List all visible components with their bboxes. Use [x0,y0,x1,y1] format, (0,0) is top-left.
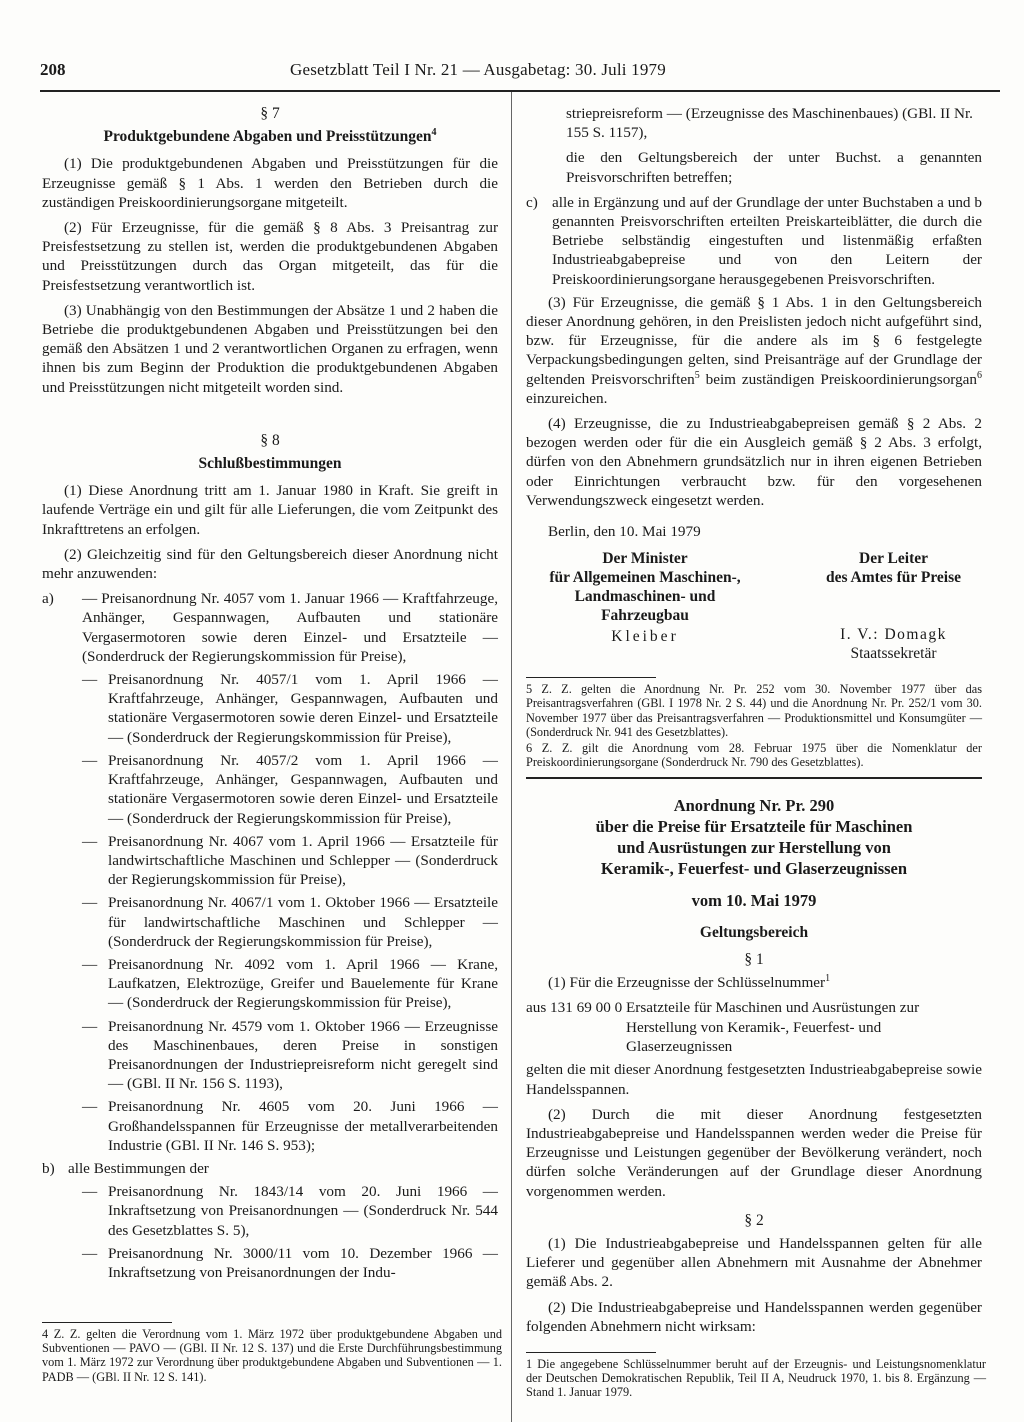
running-title: Gesetzblatt Teil I Nr. 21 — Ausgabetag: 30. Juli 1979 [290,60,666,79]
list-item-text: Preisanordnung Nr. 4605 vom 20. Juni 1966 — Großhandelsspannen für Erzeugnisse der metallverarbeitenden Industrie (GBl. II Nr. 146 S. 953); [108,1098,498,1154]
list-item: — Preisanordnung Nr. 4057/1 vom 1. April 1966 — Kraftfahrzeuge, Anhänger, Gespannwagen, Aufbauten und stationäre Vergasermotoren sowie deren Einzel- und Ersatzteile — (Sonderdruck der Regierungskommission für Preise), [42,670,498,747]
section-7-title [42,127,498,146]
header-rule [40,90,1000,92]
list-item: — Preisanordnung Nr. 1843/14 vom 20. Juni 1966 — Inkraftsetzung von Preisanordnungen — (Sonderdruck Nr. 544 des Gesetzblattes S. 5), [42,1182,498,1240]
s1-paragraph-1: (1) Für die Erzeugnisse der Schlüsselnummer$^1$ [548,973,831,992]
list-item-text: Preisanordnung Nr. 4067 vom 1. April 1966 — Ersatzteile für landwirtschaftliche Maschinen und Schlepper — (Sonderdruck der Regierungskommission für Preise), [108,832,498,889]
ordinance-date: vom 10. Mai 1979 [691,891,817,911]
footnote-ref-4: 4 [431,127,437,139]
list-item: — Preisanordnung Nr. 3000/11 vom 10. Dezember 1966 — Inkraftsetzung von Preisanordnungen der Indu- [42,1244,498,1282]
s7-paragraph-2: (2) Für Erzeugnisse, für die gemäß § 8 Abs. 3 Preisantrag zur Preisfestsetzung zu stellen ist, werden die produktgebundenen Abgaben und Preisstützungen durch das Organ mitgeteilt, das für die Preisfestsetzung verantwortlich ist. [42,219,498,294]
page-header [40,60,1000,84]
left-column [42,104,498,1286]
footnotes-right [526,677,982,769]
list-item: — Preisanordnung Nr. 4067 vom 1. April 1966 — Ersatzteile für landwirtschaftliche Maschinen und Schlepper — (Sonderdruck der Regierungskommission für Preise), [42,832,498,890]
signature-left: Der Minister für Allgemeinen Maschinen-, Landmaschinen- und Fahrzeugbau Kleiber [526,549,764,646]
column-divider [511,92,512,1422]
continuation-text: striepreisreform — (Erzeugnisse des Maschinenbaues) (GBl. II Nr. 155 S. 1157), [566,105,973,142]
s1-paragraph-1-end: gelten die mit dieser Anordnung festgesetzten Industrieabgabepreise sowie Handelsspannen. [526,1061,982,1098]
section-8-title: Schlußbestimmungen [198,455,342,473]
s1-paragraph-2: (2) Durch die mit dieser Anordnung festgesetzten Industrieabgabepreise und Handelsspannen werden weder die Preise für Erzeugnisse und Leistungen gegenüber der Bevölkerung verändert, noch dürfen solche Veränderungen auf der Grundlage dieser Anordnung vorgenommen werden. [526,1105,982,1200]
list-item: — Preisanordnung Nr. 4067/1 vom 1. Oktober 1966 — Ersatzteile für landwirtschaftliche Maschinen und Schlepper — (Sonderdruck der Regierungskommission für Preise), [42,893,498,951]
signer-name-left: Kleiber [611,628,679,646]
list-item-text: Preisanordnung Nr. 4057/2 vom 1. April 1966 — Kraftfahrzeuge, Anhänger, Gespannwagen, Aufbauten und stationäre Vergasermotoren sowie deren Einzel- und Ersatzteile — (Sonderdruck der Regierungskommission für Preise), [108,751,498,827]
list-item: — Preisanordnung Nr. 4579 vom 1. Oktober 1966 — Erzeugnisse des Maschinenbaues, deren Preise in sonstigen Preisanordnungen der Industriepreisreform nicht geregelt sind — (GBl. II Nr. 156 S. 1193), [42,1017,498,1094]
footnote-4: 4 Z. Z. gelten die Verordnung vom 1. März 1972 über produktgebundene Abgaben und Subventionen — PAVO — (GBl. II Nr. 12 S. 137) und die Erste Durchführungsbestimmung vom 1. März 1972 zur Verordnung über produktgebundene Abgaben und Subventionen — 1. PADB — (GBl. II Nr. 12 S. 141). [42,1327,502,1384]
right-column [526,104,982,1342]
footnote-rule [42,1322,172,1323]
list-item-text: Preisanordnung Nr. 4092 vom 1. April 1966 — Krane, Laufkatzen, Elektrozüge, Greifer und Bauelemente für Krane — (Sonderdruck der Regierungskommission für Preise), [108,955,498,1012]
footnote-5: 5 Z. Z. gelten die Anordnung Nr. Pr. 252 vom 30. November 1977 über das Preisantragsverfahren (GBl. I 1978 Nr. 2 S. 44) und die Anordnung Nr. Pr. 252/1 vom 30. November 1977 über das Preisantragsverfahren — Produktionsmittel und Konsumgüter — (Sonderdruck Nr. 941 des Gesetzblattes). [526,682,982,739]
section-7-title-text: Produktgebundene Abgaben und Preisstützungen [103,128,432,146]
s2-paragraph-2: (2) Die Industrieabgabepreise und Handelsspannen werden gegenüber folgenden Abnehmern nicht wirksam: [526,1298,982,1335]
key-number: aus 131 69 00 0 [526,999,623,1017]
list-item: — Preisanordnung Nr. 4057/2 vom 1. April 1966 — Kraftfahrzeuge, Anhänger, Gespannwagen, Aufbauten und stationäre Vergasermotoren sowie deren Einzel- und Ersatzteile — (Sonderdruck der Regierungskommission für Preise), [42,751,498,828]
section-8-heading: § 8 [260,431,280,449]
list-item: — Preisanordnung Nr. 4092 vom 1. April 1966 — Krane, Laufkatzen, Elektrozüge, Greifer und Bauelemente für Krane — (Sonderdruck der Regierungskommission für Preise), [42,955,498,1013]
ordinance-title: Anordnung Nr. Pr. 290 über die Preise für Ersatzteile für Maschinen und Ausrüstungen zur Herstellung von Keramik-, Feuerfest- und Glaserzeugnissen [595,796,913,879]
paragraph-4: (4) Erzeugnisse, die zu Industrieabgabepreisen gemäß § 2 Abs. 2 bezogen werden oder für die ein Ausgleich gemäß § 2 Abs. 3 erfolgt, dürfen von den Abnehmern grundsätzlich nur in ihren eigenen Betrieben oder Einrichtungen verbraucht bzw. für den vorgesehenen Verwendungszweck eingesetzt werden. [526,415,982,509]
list-item-text: alle Bestimmungen der [68,1159,209,1177]
section-2-heading: § 2 [744,1211,764,1229]
list-item-text: Preisanordnung Nr. 4579 vom 1. Oktober 1966 — Erzeugnisse des Maschinenbaues, deren Preise in sonstigen Preisanordnungen der Industriepreisreform nicht geregelt sind — (GBl. II Nr. 156 S. 1193), [108,1017,498,1093]
list-item [526,193,982,289]
s2-paragraph-1: (1) Die Industrieabgabepreise und Handelsspannen gelten für alle Lieferer und gegenüber allen Abnehmern mit Ausnahme der Abnehmer gemäß Abs. 2. [526,1234,982,1291]
paragraph-3: (3) Für Erzeugnisse, die gemäß § 1 Abs. 1 in den Geltungsbereich dieser Anordnung gehören, in den Preislisten jedoch nicht aufgeführt sind, bzw. für Erzeugnisse, für die andere als im § 6 festgelegte Verpackungsbedingungen gelten, sind Preisanträge auf der Grundlage der geltenden Preisvorschriften$^5$ beim zuständigen Preiskoordinierungsorgan$^6$ einzureichen. [526,293,983,407]
geltungsbereich-title: Geltungsbereich [699,923,809,941]
footnote-left [42,1322,502,1386]
s7-paragraph-1: (1) Die produktgebundenen Abgaben und Preisstützungen für die Erzeugnisse gemäß § 1 Abs. 1 werden den Betrieben durch die zuständigen Preiskoordinierungsorgane mitgeteilt. [42,155,498,211]
list-item-text: Preisanordnung Nr. 3000/11 vom 10. Dezember 1966 — Inkraftsetzung von Preisanordnungen der Indu- [108,1244,498,1281]
section-1-heading: § 1 [744,950,764,968]
list-marker-c: c) [526,193,538,211]
key-number-entry [526,998,982,1060]
footnote-1: 1 Die angegebene Schlüsselnummer beruht auf der Erzeugnis- und Leistungsnomenklatur der Deutschen Demokratischen Republik, Teil II A, Neudruck 1970, 1. bis 8. Ergänzung — Stand 1. Januar 1979. [526,1357,986,1400]
section-separator [526,777,982,779]
list-item: — Preisanordnung Nr. 4605 vom 20. Juni 1966 — Großhandelsspannen für Erzeugnisse der metallverarbeitenden Industrie (GBl. II Nr. 146 S. 953); [42,1097,498,1155]
list-item-text: Preisanordnung Nr. 4057/1 vom 1. April 1966 — Kraftfahrzeuge, Anhänger, Gespannwagen, Aufbauten und stationäre Vergasermotoren sowie deren Einzel- und Ersatzteile — (Sonderdruck der Regierungskommission für Preise), [108,671,498,746]
list-marker-a: a) [42,590,54,608]
list-item-text: alle in Ergänzung und auf der Grundlage der unter Buchstaben a und b genannten Preisvorschriften erteilten Preiskarteiblätter, die durch die Betriebe selbständig eingestuften und listenmäßig erfaßten Industrieabgabepreise und von den Leitern der Preiskoordinierungsorgane herausgegebenen Preisvorschriften. [552,193,982,288]
signature-block [526,549,982,667]
footnote-rule [526,677,656,678]
place-date: Berlin, den 10. Mai 1979 [548,523,701,541]
key-description: Ersatzteile für Maschinen und Ausrüstungen zur Herstellung von Keramik-, Feuerfest- und Glaserzeugnissen [626,999,920,1055]
list-item [42,589,498,666]
list-item [42,1159,498,1178]
s8-paragraph-1: (1) Diese Anordnung tritt am 1. Januar 1980 in Kraft. Sie greift in laufende Verträge ein und gilt für alle Lieferungen, die vom Zeitpunkt des Inkrafttretens an erfolgen. [42,482,498,538]
footnote-6: 6 Z. Z. gilt die Anordnung vom 28. Februar 1975 über die Nomenklatur der Preiskoordinierungsorgane (Sonderdruck Nr. 790 des Gesetzblattes). [526,741,982,770]
list-item-text: Preisanordnung Nr. 1843/14 vom 20. Juni 1966 — Inkraftsetzung von Preisanordnungen — (Sonderdruck Nr. 544 des Gesetzblattes S. 5), [108,1183,498,1239]
footnote-right-bottom [526,1352,986,1402]
s7-paragraph-3: (3) Unabhängig von den Bestimmungen der Absätze 1 und 2 haben die Betriebe die produktgebundenen Abgaben und Preisstützungen bei den gemäß den Absätzen 1 und 2 verantwortlichen Organen zu erfragen, wenn ihnen bis zum Beginn der Produktion die produktgebundenen Abgaben und Preisstützungen nicht mitgeteilt worden sind. [42,301,498,396]
list-item-text: Preisanordnung Nr. 4067/1 vom 1. Oktober 1966 — Ersatzteile für landwirtschaftliche Maschinen und Schlepper — (Sonderdruck der Regierungskommission für Preise), [108,894,498,950]
signature-right: Der Leiter des Amtes für Preise I. V.: Domagk Staatssekretär [781,549,1006,663]
list-marker-b: b) [42,1159,55,1177]
s8-paragraph-2: (2) Gleichzeitig sind für den Geltungsbereich dieser Anordnung nicht mehr anzuwenden: [42,545,498,583]
continuation-text-2: die den Geltungsbereich der unter Buchst. a genannten Preisvorschriften betreffen; [566,149,982,186]
signer-name-right: I. V.: Domagk [840,626,947,644]
page-number: 208 [40,60,66,79]
list-item-text: — Preisanordnung Nr. 4057 vom 1. Januar 1966 — Kraftfahrzeuge, Anhänger, Gespannwagen, Aufbauten und stationäre Vergasermotoren sowie deren Einzel- und Ersatzteile — (Sonderdruck der Regierungskommission für Preise), [82,590,498,665]
section-7-heading: § 7 [260,105,280,122]
footnote-rule [526,1352,656,1353]
